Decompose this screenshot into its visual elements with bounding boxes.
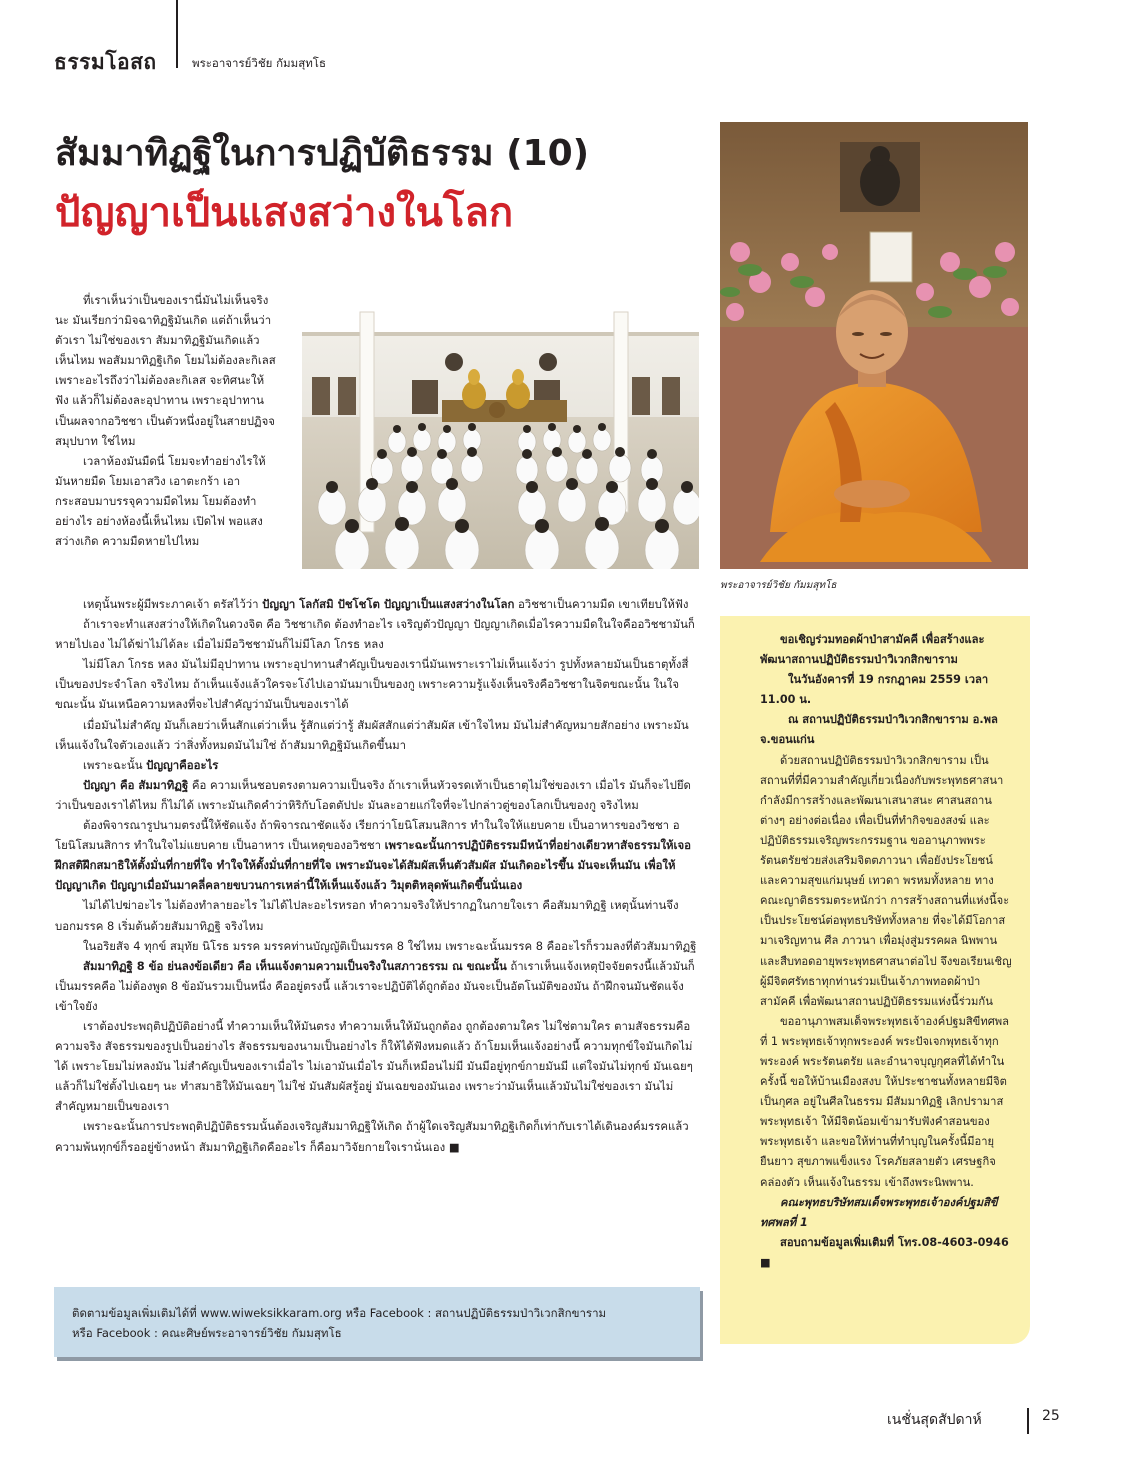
paragraph <box>55 715 697 755</box>
paragraph <box>55 614 697 654</box>
text-run: คือ ความเห็นชอบตรงตามความเป็นจริง ถ้าเราเห็นหัวจรดเท้าเป็นธาตุไม่ใช่ของเรา เมื่อไร มันก็จะไปยึดว่าเป็นของเราได้ไหม ก็ไม่ได้ เพราะมันเกิดคำว่าหิริกับโอตตัปปะ มันละอายแก่ใจที่จะไปกล่าวตู่ของโลกเป็นของกู จริงไหม <box>55 777 691 812</box>
header-divider <box>176 0 178 68</box>
paragraph <box>55 594 697 614</box>
paragraph <box>55 895 697 935</box>
bold-text-run: ปัญญา คือ สัมมาทิฏฐิ <box>83 777 189 792</box>
header-author: พระอาจารย์วิชัย กัมมสุทโธ <box>192 56 326 70</box>
text-run: ถ้าเราจะทำแสงสว่างให้เกิดในดวงจิต คือ วิชชาเกิด ต้องทำอะไร เจริญตัวปัญญา ปัญญาเกิดเมื่อไรความมืดในใจคืออวิชชามันก็หายไปเอง ไม่ได้ฆ่าไม่ได้ละ เมื่อไม่มีอวิชชามันก็ไม่มีโลภ โกรธ หลง <box>55 617 695 652</box>
paragraph <box>55 654 697 714</box>
photo-caption: พระอาจารย์วิชัย กัมมสุทโธ <box>720 580 837 591</box>
article-main-column <box>55 594 697 1157</box>
paragraph <box>55 1116 697 1156</box>
article-intro-column <box>55 290 277 551</box>
paragraph: ที่เราเห็นว่าเป็นของเรานี่มันไม่เห็นจริงนะ มันเรียกว่ามิจฉาทิฏฐิมันเกิด แต่ถ้าเห็นว่าตัวเรา ไม่ใช่ของเรา สัมมาทิฏฐิมันเกิดแล้วเห็นไหม พอสัมมาทิฏฐิเกิด โยมไม่ต้องละกิเลส เพราะอะไรถึงว่าไม่ต้องละกิเลส จะทิศนะให้ฟัง แล้วก็ไม่ต้องละอุปาทาน เพราะอุปาทานเป็นผลจากอวิชชา เป็นตัวหนึ่งอยู่ในสายปฏิจจสมุปบาท ใช่ไหม <box>55 293 276 448</box>
text-run: เราต้องประพฤติปฏิบัติอย่างนี้ ทำความเห็นให้มันตรง ทำความเห็นให้มันถูกต้อง ถูกต้องตามใคร ไม่ใช่ตามใคร ตามสัจธรรมคือความจริง สัจธรรมของรูปเป็นอย่างไร สัจธรรมของนามเป็นอย่างไร ก็ให้ได้ฟังหมดแล้ว ถ้าโยมเห็นแจ้งอย่างนี้ ความทุกข์ใจมันเกิดไม่ได้ เพราะโยมไม่หลงมัน ไม่สำคัญเป็นของเราเมื่อไร ไม่เอามันเมื่อไร มันก็เหมือนไม่มี มันมีอยู่ทุกข์กายมันมี แต่ใจมันไม่ทุกข์ มันเฉยๆ แล้วก็ไม่ใช่ตั้งไปเฉยๆ นะ ทำสมาธิให้มันเฉยๆ ไม่ใช่ มันสัมผัสรู้อยู่ มันเฉยของมันเอง เพราะว่ามันเห็นแล้วมันไม่ใช่ของเรา มันไม่สำคัญหมายเป็นของเรา <box>55 1018 693 1114</box>
text-run: เมื่อมันไม่สำคัญ มันก็เลยว่าเห็นสักแต่ว่าเห็น รู้สักแต่ว่ารู้ สัมผัสสักแต่ว่าสัมผัส เข้าใจไหม มันไม่สำคัญหมายสักอย่าง เพราะมันเห็นแจ้งในใจตัวเองแล้ว ว่าสิ่งทั้งหมดมันไม่ใช่ ถ้าสัมมาทิฏฐิมันเกิดขึ้นมา <box>55 717 689 752</box>
monk-portrait-illustration <box>720 122 1028 569</box>
paragraph <box>55 1016 697 1116</box>
bold-text-run: เพราะฉะนั้นการปฏิบัติธรรมมีหน้าที่อย่างเดียวหาสัจธรรมให้เจอ ฝึกสติฝึกสมาธิให้ตั้งมั่นที่กายที่ใจ ทำใจให้ตั้งมั่นที่กายที่ใจ เพราะมันจะได้สัมผัสเห็นตัวสัมผัส มันเกิดอะไรขึ้น มันจะเห็นมัน เพื่อให้ปัญญาเกิด ปัญญาเมื่อมันมาคลี่คลายขบวนการเหล่านี้ให้เห็นแจ้งแล้ว วิมุตติหลุดพ้นเกิดขึ้นนั่นเอง <box>55 838 691 893</box>
meditation-hall-illustration <box>302 292 699 569</box>
meditation-hall-photo <box>302 292 699 569</box>
more-info-line: ติดตามข้อมูลเพิ่มเติมได้ที่ www.wiweksikkaram.org หรือ Facebook : สถานปฏิบัติธรรมป่าวิเวกสิกขาราม <box>72 1306 607 1320</box>
article-subtitle: ปัญญาเป็นแสงสว่างในโลก <box>55 190 514 236</box>
invitation-venue: ณ สถานปฏิบัติธรรมป่าวิเวกสิกขาราม อ.พล จ.ขอนแก่น <box>760 713 998 747</box>
merit-invitation-box <box>720 616 1030 1344</box>
text-run: เพราะฉะนั้น <box>83 757 147 772</box>
page-number: 25 <box>1042 1408 1060 1424</box>
paragraph <box>55 956 697 1016</box>
bold-text-run: ปัญญาคืออะไร <box>146 757 219 772</box>
paragraph <box>55 775 697 815</box>
article-title: สัมมาทิฏฐิในการปฏิบัติธรรม (10) <box>55 133 590 174</box>
monk-portrait-photo <box>720 122 1028 569</box>
invitation-heading: ขอเชิญร่วมทอดผ้าป่าสามัคคี เพื่อสร้างและพัฒนาสถานปฏิบัติธรรมป่าวิเวกสิกขาราม <box>760 633 985 667</box>
more-info-box <box>54 1287 700 1357</box>
text-run: ไม่มีโลภ โกรธ หลง มันไม่มีอุปาทาน เพราะอุปาทานสำคัญเป็นของเรานี่มันเพราะเราไม่เห็นแจ้งว่า รูปทั้งหลายมันเป็นธาตุทั้งสี่ เป็นของประจำโลก จริงไหม ถ้าเห็นแจ้งแล้วใครจะโง่ไปเอามันมาเป็นของกู เพราะความรู้แจ้งเห็นจริงคือวิชชาในจิตขณะนั้น ในใจขณะนั้น มันเหนือความหลงที่จะไปสำคัญว่ามันเป็นของเราได้ <box>55 657 689 712</box>
paragraph <box>55 755 697 775</box>
text-run: ต้องพิจารณารูปนามตรงนี้ให้ชัดแจ้ง ถ้าพิจารณาชัดแจ้ง เรียกว่าโยนิโสมนสิการ ทำในใจให้แยบคาย เป็นอาหารของวิชชา อโยนิโสมนสิการ ทำในใจไม่แยบคาย เป็นอาหาร เป็นเหตุของอวิชชา <box>55 818 680 853</box>
publication-name: เนชั่นสุดสัปดาห์ <box>887 1412 982 1428</box>
invitation-signature: คณะพุทธบริษัทสมเด็จพระพุทธเจ้าองค์ปฐมสิขีทศพลที่ 1 <box>760 1195 998 1229</box>
bold-text-run: สัมมาทิฏฐิ 8 ข้อ ย่นลงข้อเดียว คือ เห็นแจ้งตามความเป็นจริงในสภาวธรรม ณ ขณะนั้น <box>83 958 507 973</box>
paragraph: เวลาห้องมันมืดนี่ โยมจะทำอย่างไรให้มันหายมืด โยมเอาสวิง เอาตะกร้า เอากระสอบมาบรรจุความมืดไหม โยมต้องทำอย่างไร อย่างห้องนี้เห็นไหม เปิดไฟ พอแสงสว่างเกิด ความมืดหายไปไหม <box>55 453 266 549</box>
invitation-blessing: ขออานุภาพสมเด็จพระพุทธเจ้าองค์ปฐมสิขีทศพลที่ 1 พระพุทธเจ้าทุกพระองค์ พระปัจเจกพุทธเจ้าทุกพระองค์ พระรัตนตรัย และอำนาจบุญกุศลที่ได้ทำในครั้งนี้ ขอให้บ้านเมืองสงบ ให้ประชาชนทั้งหลายมีจิตเป็นกุศล อยู่ในศีลในธรรม มีสัมมาทิฏฐิ เลิกปรามาสพระพุทธเจ้า ให้มีจิตน้อมเข้ามารับฟังคำสอนของพระพุทธเจ้า และขอให้ท่านที่ทำบุญในครั้งนี้มีอายุยืนยาว สุขภาพแข็งแรง โรคภัยสลายตัว เศรษฐกิจคล่องตัว เห็นแจ้งในธรรม เข้าถึงพระนิพพาน. <box>760 1014 1010 1189</box>
text-run: ในอริยสัจ 4 ทุกข์ สมุทัย นิโรธ มรรค มรรคท่านบัญญัติเป็นมรรค 8 ใช่ไหม เพราะฉะนั้นมรรค 8 คืออะไรก็รวมลงที่ตัวสัมมาทิฏฐิ <box>83 938 697 953</box>
invitation-contact: สอบถามข้อมูลเพิ่มเติมที่ โทร.08-4603-0946 ■ <box>760 1235 1009 1269</box>
more-info-line: หรือ Facebook : คณะศิษย์พระอาจารย์วิชัย กัมมสุทโธ <box>72 1326 342 1340</box>
footer-divider <box>1027 1408 1029 1434</box>
text-run: อวิชชาเป็นความมืด เขาเทียบให้ฟัง <box>514 597 689 611</box>
text-run: เหตุนั้นพระผู้มีพระภาคเจ้า ตรัสไว้ว่า <box>83 597 263 611</box>
text-run: ไม่ได้ไปฆ่าอะไร ไม่ต้องทำลายอะไร ไม่ได้ไปละอะไรหรอก ทำความจริงให้ปรากฏในกายใจเรา คือสัมมาทิฏฐิ เหตุนั้นท่านจึงบอกมรรค 8 เริ่มต้นด้วยสัมมาทิฏฐิ จริงไหม <box>55 898 679 933</box>
text-run: เพราะฉะนั้นการประพฤติปฏิบัติธรรมนั้นต้องเจริญสัมมาทิฏฐิให้เกิด ถ้าผู้ใดเจริญสัมมาทิฏฐิเกิดก็เท่ากับเราได้เดินองค์มรรคแล้ว ความพ้นทุกข์ก็รออยู่ข้างหน้า สัมมาทิฏฐิเกิดคืออะไร ก็คือมาวิจัยกายใจเรานั่นเอง ■ <box>55 1119 689 1154</box>
invitation-date: ในวันอังคารที่ 19 กรกฎาคม 2559 เวลา 11.00 น. <box>760 673 989 707</box>
paragraph <box>55 815 697 895</box>
bold-text-run: ปัญญา โลกัสมิ ปัชโชโต ปัญญาเป็นแสงสว่างในโลก <box>262 597 515 611</box>
section-name: ธรรมโอสถ <box>54 50 157 74</box>
invitation-body: ด้วยสถานปฏิบัติธรรมป่าวิเวกสิกขาราม เป็นสถานที่ที่มีความสำคัญเกี่ยวเนื่องกับพระพุทธศาสนา กำลังมีการสร้างและพัฒนาเสนาสนะ ศาสนสถานต่างๆ อย่างต่อเนื่อง เพื่อเป็นที่ทำกิจของสงฆ์ และปฏิบัติธรรมเจริญพระกรรมฐาน ขออานุภาพพระรัตนตรัยช่วยส่งเสริมจิตตภาวนา เพื่อยังประโยชน์และความสุขแก่มนุษย์ เทวดา พรหมทั้งหลาย ทางคณะญาติธรรมตระหนักว่า การสร้างสถานที่แห่งนี้จะเป็นประโยชน์ต่อพุทธบริษัททั้งหลาย ที่จะได้มีโอกาสมาเจริญทาน ศีล ภาวนา เพื่อมุ่งสู่มรรคผล นิพพาน และสืบทอดอายุพระพุทธศาสนาต่อไป จึงขอเรียนเชิญผู้มีจิตศรัทธาทุกท่านร่วมเป็นเจ้าภาพทอดผ้าป่าสามัคคี เพื่อพัฒนาสถานปฏิบัติธรรมแห่งนี้ร่วมกัน <box>760 753 1012 1008</box>
paragraph <box>55 936 697 956</box>
text-run: ถ้าเราเห็นแจ้งเหตุปัจจัยตรงนี้แล้วมันก็เป็นมรรคคือ ไม่ต้องพูด 8 ข้อมันรวมเป็นหนึ่ง คืออยู่ตรงนี้ แล้วเราจะปฏิบัติได้ถูกต้อง มันจะเป็นอัตโนมัติของมัน ถ้าฝึกจนมันชัดแจ้ง เข้าใจยัง <box>55 958 695 1013</box>
